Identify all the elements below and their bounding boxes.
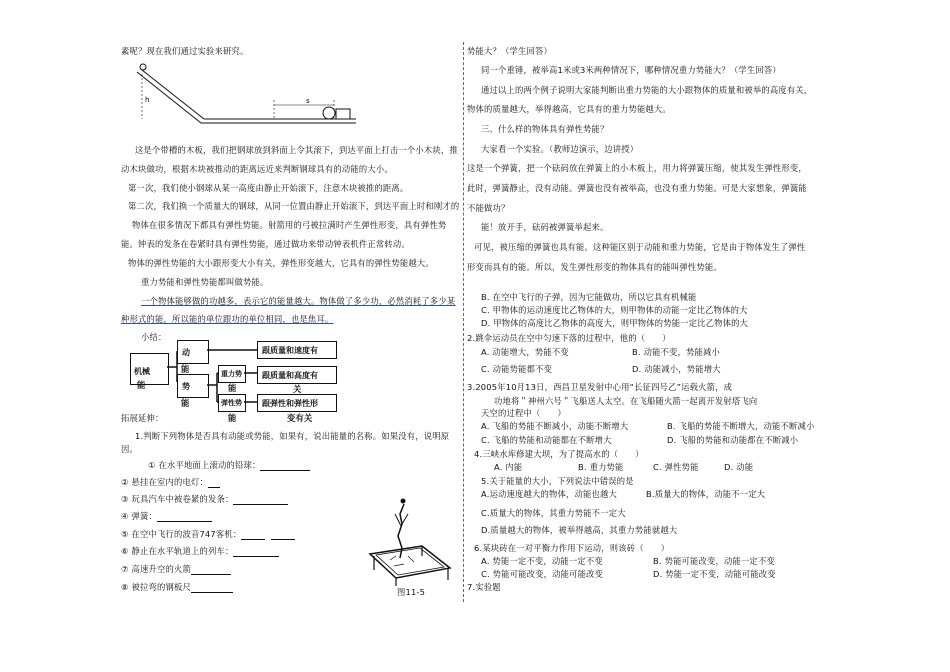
question-3-line-3: 天空的过程中（ ）	[481, 408, 566, 418]
kinetic-energy-box: 动	[177, 340, 209, 364]
choice-3d: D. 飞船的势能和动能都在不断减小	[667, 435, 799, 445]
right-line-6: 大家看一个实验。（教师边演示，边讲授）	[481, 144, 639, 154]
potential-energy-box: 势	[177, 374, 209, 398]
choice-6b: B. 势能可能改变，动能一定不变	[653, 556, 776, 566]
left-line-7: 能。钟表的发条在卷紧时具有弹性势能，通过做功来带动钟表机件正常转动。	[121, 239, 410, 249]
choice-4b: B. 重力势能	[578, 462, 624, 472]
question-2: 2.跳伞运动员在空中匀速下落的过程中，他的（ ）	[467, 333, 671, 343]
trampoline-figure	[360, 496, 456, 586]
question-5: 5.关于能量的大小，下列说法中错误的是	[481, 476, 634, 486]
extension-title: 拓展延伸：	[121, 413, 164, 423]
right-line-11: 可见，被压缩的弹簧也具有能。这种能区别于动能和重力势能，它是由于物体发生了弹性	[474, 242, 806, 252]
right-line-7: 这是一个弹簧，把一个砝码放在弹簧上的小木板上，用力将弹簧压缩，使其发生弹性形变，	[467, 163, 807, 173]
item-8: ⑧ 被拉弯的钢板尺	[121, 582, 233, 593]
svg-text:s: s	[306, 97, 310, 105]
mechanical-energy-neng: 能	[137, 380, 146, 390]
potential-energy-neng: 能	[181, 398, 190, 408]
choice-4c: C. 弹性势能	[653, 462, 699, 472]
choice-5b: B.质量大的物体，动能不一定大	[646, 489, 766, 499]
right-line-10: 能！放开手，砝码被弹簧举起来。	[481, 222, 609, 232]
choice-4a: A. 内能	[494, 462, 523, 472]
choice-6c: C. 势能可能改变，动能可能改变	[481, 569, 604, 579]
choice-2d: D. 动能减小，势能增大	[632, 364, 721, 374]
right-line-12: 形变而具有的能。所以，发生弹性形变的物体具有的能叫弹性势能。	[467, 262, 722, 272]
item-6: ⑥ 静止在水平轨道上的列车：	[121, 546, 279, 557]
question-7: 7.实验题	[467, 582, 501, 592]
right-line-8: 此时，弹簧静止，没有动能。弹簧也没有被举高，也没有重力势能。可是大家想象，弹簧能	[467, 183, 807, 193]
right-line-5: 三、什么样的物体具有弹性势能？	[481, 124, 609, 134]
right-line-3: 通过以上的两个例子说明大家能判断出重力势能的大小跟物体的质量和被举的高度有关，	[481, 85, 813, 95]
item-3: ③ 玩具汽车中被卷紧的发条：	[121, 494, 288, 505]
elastic-factor-box: 跟弹性和弹性形	[257, 394, 337, 412]
question-3-line-2: 功地将＂神州六号＂飞船送人太空。在飞船随火箭一起离开发射塔飞向	[494, 396, 758, 406]
left-line-11: 种形式的能，所以能的单位跟功的单位相同，也是焦耳。	[121, 314, 334, 324]
elastic-potential-box: 弹性势	[218, 394, 246, 412]
choice-1d: D. 甲物体的高度比乙物体的高度大，则甲物体的势能一定比乙物体的大	[481, 318, 749, 328]
choice-2c: C. 动能势能都不变	[481, 364, 553, 374]
item-1: ① 在水平地面上滚动的铅球：	[148, 460, 310, 471]
choice-2a: A. 动能增大，势能不变	[481, 347, 569, 357]
question-1-line-2: 因。	[121, 444, 138, 454]
question-4: 4.三峡水库修建大坝，为了提高水的（ ）	[474, 449, 644, 459]
question-3-line-1: 3.2005年10月13日，西昌卫星发射中心用“长征四号乙”运载火箭，成	[467, 382, 733, 392]
left-line-10: 一个物体能够做的功越多，表示它的能量越大。物体做了多少功，必然消耗了多少某	[141, 296, 456, 306]
question-6: 6.某块砖在一对平衡力作用下运动，则该砖（ ）	[474, 543, 670, 553]
choice-5c: C.质量大的物体，其重力势能不一定大	[481, 508, 626, 518]
right-line-4: 物体的质量越大，举得越高，它具有的重力势能越大。	[467, 104, 671, 114]
item-7: ⑦ 高速升空的火箭	[121, 564, 231, 575]
right-line-9: 不能做功？	[467, 203, 510, 213]
right-line-1: 势能大？（学生回答）	[467, 46, 552, 56]
left-line-9: 重力势能和弹性势能都叫做势能。	[141, 277, 269, 287]
choice-5d: D.质量越大的物体，被举得越高，其重力势能就越大	[481, 525, 678, 535]
item-4: ④ 弹簧：	[121, 511, 212, 522]
gravitational-factor-tail: 关	[293, 384, 302, 394]
mechanical-energy-box: 机械	[130, 353, 169, 385]
choice-2b: B. 动能不变，势能减小	[632, 347, 721, 357]
elastic-potential-neng: 能	[228, 413, 237, 423]
left-line-5: 第二次，我们换一个质量大的钢球，从同一位置由静止开始滚下，到达平面上时和刚才的	[128, 201, 460, 211]
gravitational-potential-box: 重力势	[218, 365, 246, 383]
left-line-4: 第一次，我们使小钢球从某一高度由静止开始滚下，注意木块被推的距离。	[128, 183, 409, 193]
choice-4d: D. 动能	[724, 462, 754, 472]
kinetic-factor-box: 跟质量和速度有	[257, 341, 337, 359]
elastic-factor-tail: 变有关	[287, 413, 313, 423]
left-line-8: 物体的弹性势能的大小跟形变大小有关，弹性形变越大，它具有的弹性势能越大。	[128, 258, 434, 268]
choice-1c: C. 甲物体的运动速度比乙物体的大，则甲物体的动能一定比乙物体的大	[481, 305, 748, 315]
svg-text:h: h	[145, 96, 150, 104]
choice-1b: B. 在空中飞行的子弹，因为它能做功，所以它具有机械能	[481, 292, 697, 302]
left-line-6: 物体在很多情况下都具有弹性势能。射箭用的弓被拉满时产生弹性形变，具有弹性势	[132, 220, 447, 230]
choice-6d: D. 势能一定不变，动能可能改变	[653, 569, 776, 579]
item-5: ⑤ 在空中飞行的波音747客机：	[121, 529, 295, 540]
choice-3a: A. 飞船的势能不断减小，动能不断增大	[481, 421, 629, 431]
gravitational-factor-box: 跟质量和高度有	[257, 366, 337, 384]
left-line-1: 素呢？现在我们通过实验来研究。	[121, 46, 249, 56]
choice-6a: A. 势能一定不变，动能一定不变	[481, 556, 603, 566]
summary-label: 小结：	[141, 332, 167, 342]
figure-caption: 图11-5	[397, 587, 426, 597]
choice-3b: B. 飞船的势能不断增大，动能不断减小	[667, 421, 815, 431]
choice-5a: A.运动速度越大的物体，动能也越大	[481, 489, 618, 499]
kinetic-energy-neng: 能	[181, 364, 190, 374]
item-2: ② 悬挂在室内的电灯：	[121, 477, 220, 488]
right-line-2: 同一个重锤，被举高1米或3米两种情况下，哪种情况重力势能大？（学生回答）	[481, 65, 781, 75]
left-line-2: 这是个带槽的木板，我们把钢球放到斜面上令其滚下，到达平面上打击一个小木块，推	[135, 145, 458, 155]
gravitational-potential-neng: 能	[228, 383, 237, 393]
question-1-line-1: 1.判断下列物体是否具有动能或势能，如果有，说出能量的名称。如果没有，说明原	[135, 431, 450, 441]
left-line-3: 动木块做功，根据木块被推动的距离远近来判断钢球具有的动能的大小。	[121, 164, 393, 174]
choice-3c: C. 飞船的势能和动能都在不断增大	[481, 435, 612, 445]
